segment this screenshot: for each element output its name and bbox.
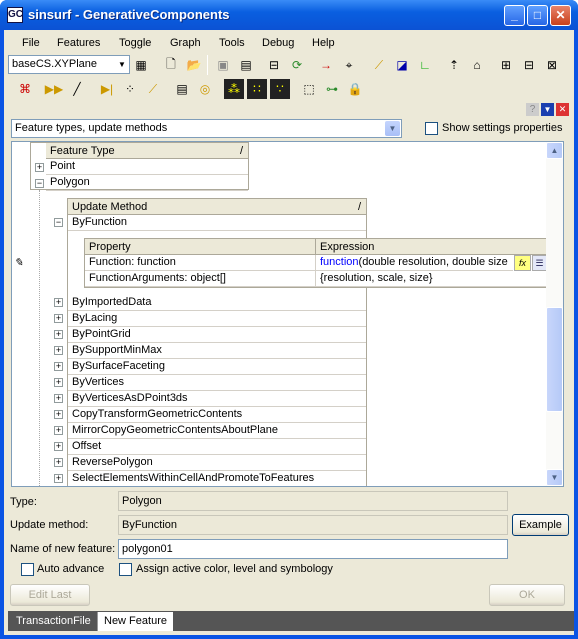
toolbar-row-1 xyxy=(4,53,574,79)
save-icon[interactable]: ▣ xyxy=(217,58,229,72)
expression-function[interactable] xyxy=(316,255,513,271)
assign-symbology-label: Assign active color, level and symbology xyxy=(136,563,333,575)
menu-bar xyxy=(4,32,574,54)
expand-icon[interactable]: + xyxy=(55,377,62,387)
dropdown-icon[interactable]: ▼ xyxy=(541,103,554,116)
line-icon[interactable]: ╱ xyxy=(73,82,81,96)
menu-help[interactable]: Help xyxy=(312,37,335,49)
expand-icon[interactable]: + xyxy=(55,473,62,483)
edit-pencil-icon: ✎ xyxy=(14,257,24,269)
calculator-icon[interactable]: ▤ xyxy=(176,82,188,96)
expression-text: (double resolution, double size xyxy=(358,256,508,268)
method-row[interactable]: CopyTransformGeometricContents xyxy=(68,407,366,423)
method-row[interactable]: ByVertices xyxy=(68,375,366,391)
dots-row-icon[interactable]: ∵ xyxy=(270,79,290,99)
chevron-down-icon: ▼ xyxy=(118,60,126,69)
client-area xyxy=(4,30,574,635)
menu-features[interactable]: Features xyxy=(57,37,101,49)
layout-alt-icon[interactable]: ⊟ xyxy=(523,58,535,72)
new-feature-name-label: Name of new feature: xyxy=(10,543,116,555)
example-button[interactable]: Example xyxy=(512,514,569,536)
scroll-up-icon[interactable]: ▲ xyxy=(546,142,563,159)
refresh-icon[interactable]: ⟳ xyxy=(291,58,303,72)
expand-icon[interactable]: + xyxy=(55,441,62,451)
property-function[interactable]: Function: function xyxy=(85,255,316,271)
cube-icon[interactable]: ⬚ xyxy=(303,82,315,96)
scatter-icon[interactable]: ⁘ xyxy=(124,82,136,96)
update-method-label: Update method: xyxy=(10,519,89,531)
feature-row-polygon[interactable]: Polygon xyxy=(46,175,248,191)
stop-icon[interactable]: ⌘ xyxy=(19,82,31,96)
property-function-arguments[interactable]: FunctionArguments: object[] xyxy=(85,271,316,287)
expand-icon[interactable]: + xyxy=(55,393,62,403)
method-row[interactable]: BySupportMinMax xyxy=(68,343,366,359)
method-row[interactable]: ByPointGrid xyxy=(68,327,366,343)
point-icon[interactable]: ⟋ xyxy=(374,57,384,72)
edit-last-button[interactable]: Edit Last xyxy=(10,584,90,606)
lock-icon[interactable]: 🔒 xyxy=(347,82,363,96)
scroll-down-icon[interactable]: ▼ xyxy=(546,469,563,486)
minimize-button[interactable]: _ xyxy=(504,5,525,26)
tab-new-feature[interactable]: New Feature xyxy=(98,612,173,631)
toolbar-row-2 xyxy=(4,77,574,103)
show-settings-checkbox[interactable] xyxy=(425,122,438,135)
toolbar-separator xyxy=(207,55,208,75)
feature-tree xyxy=(11,141,564,487)
method-row[interactable]: ByVerticesAsDPoint3ds xyxy=(68,391,366,407)
expand-icon[interactable]: + xyxy=(55,345,62,355)
expand-icon[interactable]: + xyxy=(55,361,62,371)
axes-icon[interactable]: ∟ xyxy=(419,58,431,72)
node-tree-icon[interactable]: ⌂ xyxy=(473,58,481,72)
window-title: sinsurf - GenerativeComponents xyxy=(28,7,230,22)
tab-transactionfile[interactable]: TransactionFile xyxy=(10,612,98,631)
coordinate-system-value: baseCS.XYPlane xyxy=(12,58,97,70)
menu-graph[interactable]: Graph xyxy=(170,37,201,49)
layout-icon[interactable]: ⊞ xyxy=(500,58,512,72)
layout-tree-icon[interactable]: ⊠ xyxy=(546,58,558,72)
filter-value: Feature types, update methods xyxy=(15,122,168,134)
method-row[interactable]: SelectElementsWithinCellAndPromoteToFeatures xyxy=(68,471,366,487)
feature-type-header[interactable] xyxy=(46,143,248,159)
method-row[interactable]: ReversePolygon xyxy=(68,455,366,471)
script-icon[interactable]: ⊟ xyxy=(268,58,280,72)
collapse-icon[interactable]: − xyxy=(36,178,43,188)
expand-icon[interactable]: + xyxy=(55,409,62,419)
expand-icon[interactable]: + xyxy=(55,313,62,323)
dots-pair-icon[interactable]: ∷ xyxy=(247,79,267,99)
grid-icon[interactable]: ▦ xyxy=(135,58,147,72)
expression-keyword: function xyxy=(320,256,359,268)
method-row-byfunction[interactable]: ByFunction xyxy=(68,215,366,231)
scroll-thumb[interactable] xyxy=(546,307,563,412)
method-row[interactable]: BySurfaceFaceting xyxy=(68,359,366,375)
maximize-button[interactable]: □ xyxy=(527,5,548,26)
show-settings-label: Show settings properties xyxy=(442,122,563,134)
fx-button[interactable]: fx xyxy=(514,255,531,271)
filter-select[interactable] xyxy=(11,119,402,138)
type-label: Type: xyxy=(10,496,37,508)
expand-icon[interactable]: + xyxy=(55,425,62,435)
assign-symbology-checkbox[interactable] xyxy=(119,563,132,576)
method-row[interactable]: MirrorCopyGeometricContentsAboutPlane xyxy=(68,423,366,439)
new-feature-name-input[interactable]: polygon01 xyxy=(118,539,508,559)
fast-forward-icon[interactable]: ▶▶ xyxy=(44,82,64,96)
close-button[interactable]: ✕ xyxy=(550,5,571,26)
feature-type-table xyxy=(30,142,249,190)
update-method-field: ByFunction xyxy=(118,515,508,535)
dots-icon[interactable]: ⁂ xyxy=(224,79,244,99)
menu-tools[interactable]: Tools xyxy=(219,37,245,49)
node-up-icon[interactable]: ⇡ xyxy=(448,58,460,72)
ring-icon[interactable]: ◎ xyxy=(199,82,211,96)
step-forward-icon[interactable]: ▶| xyxy=(100,82,114,96)
plane-icon[interactable]: ◪ xyxy=(396,58,408,72)
collapse-icon[interactable]: − xyxy=(55,217,62,227)
help-icon[interactable]: ? xyxy=(526,103,539,116)
type-field: Polygon xyxy=(118,491,508,511)
auto-advance-checkbox[interactable] xyxy=(21,563,34,576)
menu-toggle[interactable]: Toggle xyxy=(119,37,152,49)
method-row[interactable]: ByLacing xyxy=(68,311,366,327)
new-file-icon[interactable]: 🗋 xyxy=(166,56,176,71)
method-row[interactable]: ByImportedData xyxy=(68,295,366,311)
feature-row-point[interactable]: Point xyxy=(46,159,248,175)
property-column-header[interactable]: Property xyxy=(85,239,316,255)
expand-icon[interactable]: + xyxy=(55,329,62,339)
expand-icon[interactable]: + xyxy=(36,162,43,172)
expression-column-header[interactable]: Expression xyxy=(316,239,547,255)
close-panel-icon[interactable]: ✕ xyxy=(556,103,569,116)
method-row[interactable]: Offset xyxy=(68,439,366,455)
app-icon: GC xyxy=(7,7,23,23)
save-all-icon[interactable]: ▤ xyxy=(240,58,252,72)
step-into-icon[interactable]: → xyxy=(320,58,332,72)
expression-function-arguments[interactable]: {resolution, scale, size} xyxy=(316,271,547,287)
ok-button[interactable]: OK xyxy=(489,584,565,606)
title-bar[interactable] xyxy=(0,0,578,30)
sort-icon: / xyxy=(239,145,243,157)
sort-icon: / xyxy=(357,201,361,213)
update-method-header-label: Update Method xyxy=(72,201,148,213)
expand-icon[interactable]: + xyxy=(55,457,62,467)
update-method-header[interactable] xyxy=(68,199,366,215)
auto-advance-label: Auto advance xyxy=(37,563,105,575)
tree-scrollbar[interactable] xyxy=(546,142,563,486)
hierarchy-icon[interactable]: ⊶ xyxy=(326,82,338,96)
menu-file[interactable]: File xyxy=(22,37,40,49)
chevron-down-icon: ▼ xyxy=(385,121,400,136)
list-icon[interactable]: ☰ xyxy=(532,255,547,271)
open-folder-icon[interactable]: 📂 xyxy=(186,58,202,72)
feature-type-header-label: Feature Type xyxy=(50,145,115,157)
select-icon[interactable]: ⌖ xyxy=(345,57,353,72)
tree-line xyxy=(39,190,40,486)
tab-strip xyxy=(8,611,574,631)
property-table xyxy=(84,238,548,288)
expand-icon[interactable]: + xyxy=(55,297,62,307)
menu-debug[interactable]: Debug xyxy=(262,37,295,49)
measure-icon[interactable]: ⟋ xyxy=(148,81,158,96)
